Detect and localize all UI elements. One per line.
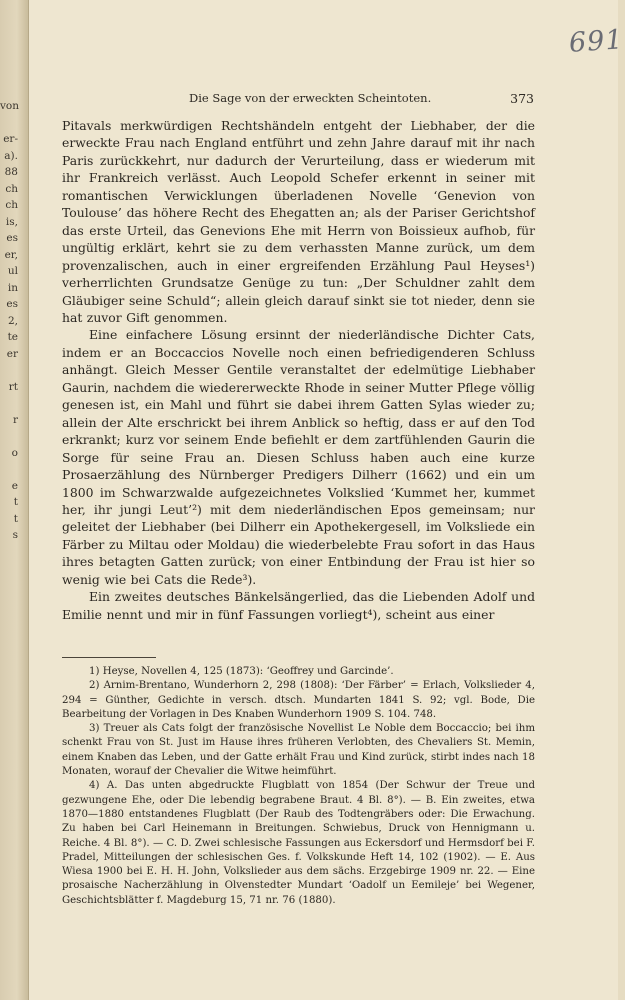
gutter-fragment [0,395,18,412]
gutter-fragment [0,362,18,379]
gutter-fragment: 88 [4,166,18,178]
gutter-fragment: t [13,496,18,508]
page-number: 373 [510,91,534,106]
gutter-fragment: ch [5,199,18,211]
footnote: 3) Treuer als Cats folgt der französische Novellist Le Noble dem Boccaccio; bei ihm schenkt Frau von St. Just im Hause ihres früheren Verlobten, des Chevaliers St. Memin, einem Knaben das Leben, und der Gatte erhält Frau und Kind zurück, stirbt indes nach 18 Monaten, worauf der Chevalier die Witwe heimführt. [62,723,535,778]
gutter-fragment: in [7,281,18,294]
gutter-fragment: r [12,413,18,426]
facing-page-gutter [0,0,29,1000]
gutter-fragment [0,461,18,478]
gutter-fragment: er- [3,133,18,145]
gutter-fragment: von [0,100,20,112]
gutter-fragment: er, [4,248,18,261]
gutter-fragment: s [12,529,18,541]
gutter-fragment: t [13,512,18,525]
handwritten-folio-number: 691 [567,24,625,59]
gutter-fragment: rt [8,380,18,393]
paragraph: Eine einfachere Lösung ersinnt der niederländische Dichter Cats, indem er an Boccaccios Novelle noch einen befriedigenderen Schluss anhängt. Gleich Messer Gentile veranstaltet der edelmütige Liebhaber Gaurin, nachdem die wiedererweckte Rhode in seiner Mutter Pflege völlig genesen ist, ein Mahl und führt sie dabei ihrem Gatten Sylas wieder zu; allein der Alte erschrickt bei ihrem Anblick so heftig, dass er auf den Tod erkrankt; kurz vor seinem Ende befiehlt er dem zartfühlenden Gaurin die Sorge für seine Frau an. Diesen Schluss haben auch eine kurze Prosaerzählung des Nürnberger Predigers Dilherr (1662) und ein um 1800 im Schwarzwalde aufgezeichnetes Volkslied ‘Kummet her, kummet her, ihr jungi Leut’²) mit dem niederländischen Epos gemeinsam; nur geleitet der Liebhaber (bei Dilherr ein Apothekergesell, im Volksliede ein Färber zu Miltau oder Moldau) die wiederbelebte Frau sofort in das Haus ihres betagten Gatten zurück; von einer Entbindung der Frau ist hier so wenig wie bei Cats die Rede³). [62,327,535,587]
paragraph: Ein zweites deutsches Bänkelsängerlied, das die Liebenden Adolf und Emilie nennt und mir in fünf Fassungen vorliegt⁴), scheint aus einer [62,589,535,622]
paragraph: Pitavals merkwürdigen Rechtshändeln entgeht der Liebhaber, der die erweckte Frau nach England entführt und zehn Jahre darauf mit ihr nach Paris zurückkehrt, nur dadurch der Verurteilung, dass er wiederum mit ihr Frankreich verlässt. Auch Leopold Schefer erkennt in seiner mit romantischen Verwicklungen überladenen Novelle ‘Genevion von Toulouse’ das höhere Recht des Ehegatten an; als der Pariser Gerichtshof das erste Urteil, das Genevions Ehe mit Herrn von Boissieux aufhob, für ungültig erklärt, kehrt sie zu dem verhassten Manne zurück, um dem provenzalischen, auch in einer ergreifenden Erzählung Paul Heyses¹) verherrlichten Grundsatze Genüge zu tun: „Der Schuldner zahlt dem Gläubiger seine Schuld“; allein gleich darauf sinkt sie tot nieder, denn sie hat zuvor Gift genommen. [62,118,535,325]
gutter-fragment: 2, [7,314,18,327]
gutter-fragment [0,115,18,132]
running-head: Die Sage von der erweckten Scheintoten. [189,91,432,105]
gutter-fragment: is, [5,215,18,228]
gutter-fragment: er [6,347,18,360]
gutter-fragment: ul [7,265,18,277]
book-page [29,0,625,1000]
gutter-fragment: te [7,331,18,343]
footnote: 4) A. Das unten abgedruckte Flugblatt von 1854 (Der Schwur der Treue und gezwungene Ehe, oder Die lebendig begrabene Braut. 4 Bl. 8°). — B. Ein zweites, etwa 1870—1880 entstandenes Flugblatt (Der Raub des Todtengräbers oder: Die Erwachung. Zu haben bei Carl Heinemann in Breitungen. Schwiebus, Druck von Hennigmann u. Reiche. 4 Bl. 8°). — C. D. Zwei schlesische Fassungen aus Eckersdorf und Hermsdorf bei F. Pradel, Mitteilungen der schlesischen Ges. f. Volkskunde Heft 14, 102 (1902). — E. Aus Wiesa 1900 bei E. H. H. John, Volkslieder aus dem sächs. Erzgebirge 1909 nr. 22. — Eine prosaische Nacherzählung in Olvenstedter Mundart ‘Oadolf un Eemileje’ bei Wegener, Geschichtsblätter f. Magdeburg 15, 71 nr. 76 (1880). [62,780,535,906]
footnote: 2) Arnim-Brentano, Wunderhorn 2, 298 (1808): ‘Der Färber’ = Erlach, Volkslieder 4, 294 = Günther, Gedichte in versch. dtsch. Mundarten 1841 S. 92; vgl. Bode, Die Bearbeitung der Vorlagen in Des Knaben Wunderhorn 1909 S. 104. 748. [62,680,535,720]
footnote: 1) Heyse, Novellen 4, 125 (1873): ‘Geoffrey und Garcinde’. [89,666,394,677]
gutter-fragment: ch [5,182,18,195]
gutter-fragment: es [6,298,18,310]
gutter-fragment: a). [4,149,18,162]
main-text [62,117,535,623]
gutter-fragment: es [6,232,18,244]
footnotes [62,665,535,908]
gutter-fragment [0,428,18,445]
gutter-fragment: o [11,446,18,459]
facing-page-fragments [0,98,18,544]
gutter-fragment: e [11,479,18,492]
footnote-divider [62,657,156,658]
